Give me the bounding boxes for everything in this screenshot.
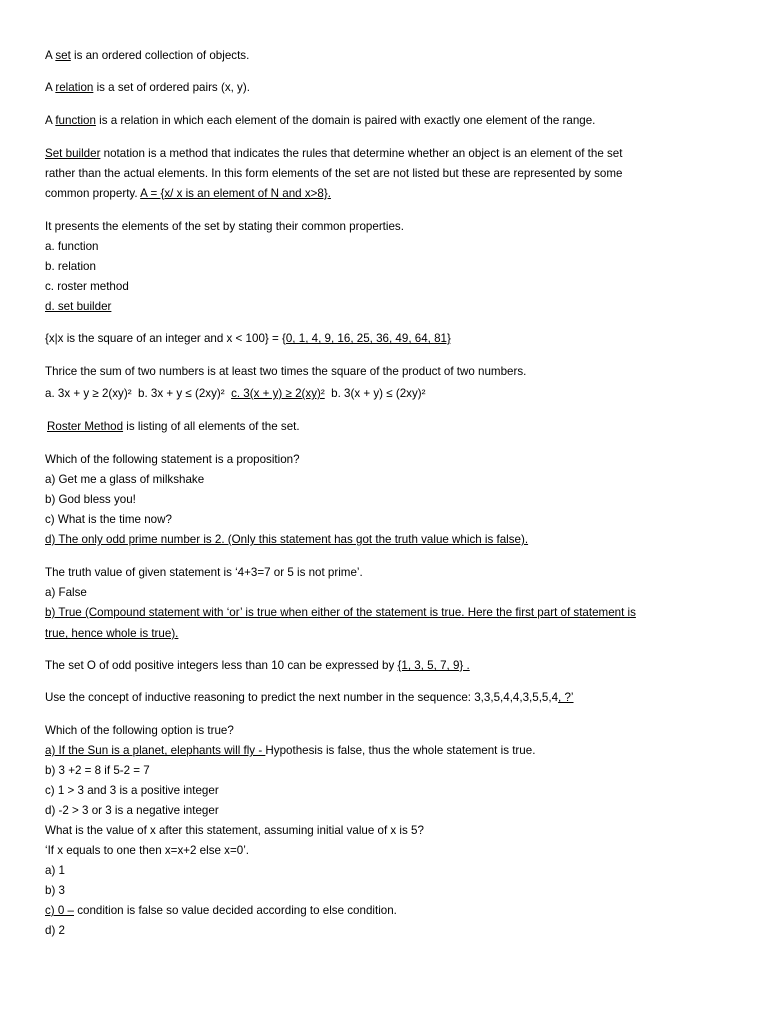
- q6-option-b: b) 3: [45, 884, 65, 897]
- relation-definition: A relation is a set of ordered pairs (x, y).: [45, 81, 250, 94]
- odd-set-line: The set O of odd positive integers less than 10 can be expressed by {1, 3, 5, 7, 9} .: [45, 659, 470, 672]
- q5-option-a-answer: a) If the Sun is a planet, elephants will fly - Hypothesis is false, thus the whole statement is true.: [45, 744, 536, 757]
- q3-option-c: c) What is the time now?: [45, 513, 172, 526]
- set-definition: A set is an ordered collection of objects.: [45, 49, 250, 62]
- term-set-builder: Set builder: [45, 147, 101, 160]
- term-relation: relation: [55, 81, 94, 94]
- q2-options: [45, 386, 425, 401]
- function-definition: A function is a relation in which each element of the domain is paired with exactly one element of the range.: [45, 114, 596, 127]
- odd-set-answer: {1, 3, 5, 7, 9} .: [397, 659, 470, 672]
- q6-option-d: d) 2: [45, 924, 65, 937]
- q1-option-a: a. function: [45, 240, 99, 253]
- q2-option-d: b. 3(x + y) ≤ (2xy)²: [331, 387, 426, 400]
- set-builder-line-3: common property. A = {x/ x is an element of N and x>8}.: [45, 187, 331, 200]
- q4-option-b-answer-line-1: b) True (Compound statement with ‘or’ is true when either of the statement is true. Here the first part of statement is: [45, 606, 636, 619]
- q1-option-b: b. relation: [45, 260, 96, 273]
- set-builder-line-2: rather than the actual elements. In this form elements of the set are not listed but these are represented by some: [45, 167, 623, 180]
- roster-definition: Roster Method is listing of all elements of the set.: [47, 420, 300, 433]
- q1-option-c: c. roster method: [45, 280, 129, 293]
- q2-option-a: a. 3x + y ≥ 2(xy)²: [45, 387, 132, 400]
- q2-option-c-answer: c. 3(x + y) ≥ 2(xy)²: [231, 387, 325, 400]
- q6-option-a: a) 1: [45, 864, 65, 877]
- q2-option-b: b. 3x + y ≤ (2xy)²: [138, 387, 225, 400]
- q5-option-d: d) -2 > 3 or 3 is a negative integer: [45, 804, 219, 817]
- q1-option-d-answer: d. set builder: [45, 300, 112, 313]
- question-5: Which of the following option is true?: [45, 724, 234, 737]
- term-roster-method: Roster Method: [47, 420, 124, 433]
- square-set-answer: {0, 1, 4, 9, 16, 25, 36, 49, 64, 81}: [281, 332, 451, 345]
- question-2: Thrice the sum of two numbers is at least two times the square of the product of two numbers.: [45, 365, 527, 378]
- q4-option-b-answer-line-2: true, hence whole is true).: [45, 627, 179, 640]
- q3-option-a: a) Get me a glass of milkshake: [45, 473, 205, 486]
- question-6: What is the value of x after this statement, assuming initial value of x is 5?: [45, 824, 424, 837]
- sequence-answer: , ?’: [558, 691, 574, 704]
- set-builder-line-1: Set builder notation is a method that indicates the rules that determine whether an object is an element of the set: [45, 147, 623, 160]
- q6-option-c-answer: c) 0 – condition is false so value decided according to else condition.: [45, 904, 397, 917]
- sequence-line: Use the concept of inductive reasoning to predict the next number in the sequence: 3,3,5,4,4,3,5,5,4, ?’: [45, 691, 574, 704]
- q3-option-b: b) God bless you!: [45, 493, 136, 506]
- set-builder-example: A = {x/ x is an element of N and x>8}.: [140, 187, 331, 200]
- q4-option-a: a) False: [45, 586, 87, 599]
- q6-statement: ‘If x equals to one then x=x+2 else x=0’.: [45, 844, 249, 857]
- question-4: The truth value of given statement is ‘4+3=7 or 5 is not prime’.: [45, 566, 363, 579]
- q5-option-c: c) 1 > 3 and 3 is a positive integer: [45, 784, 219, 797]
- q5-option-b: b) 3 +2 = 8 if 5-2 = 7: [45, 764, 150, 777]
- term-function: function: [55, 114, 96, 127]
- question-3: Which of the following statement is a proposition?: [45, 453, 300, 466]
- question-1: It presents the elements of the set by stating their common properties.: [45, 220, 404, 233]
- term-set: set: [55, 49, 71, 62]
- q3-option-d-answer: d) The only odd prime number is 2. (Only this statement has got the truth value which is false).: [45, 533, 529, 546]
- square-set-line: {x|x is the square of an integer and x < 100} = {0, 1, 4, 9, 16, 25, 36, 49, 64, 81}: [45, 332, 451, 345]
